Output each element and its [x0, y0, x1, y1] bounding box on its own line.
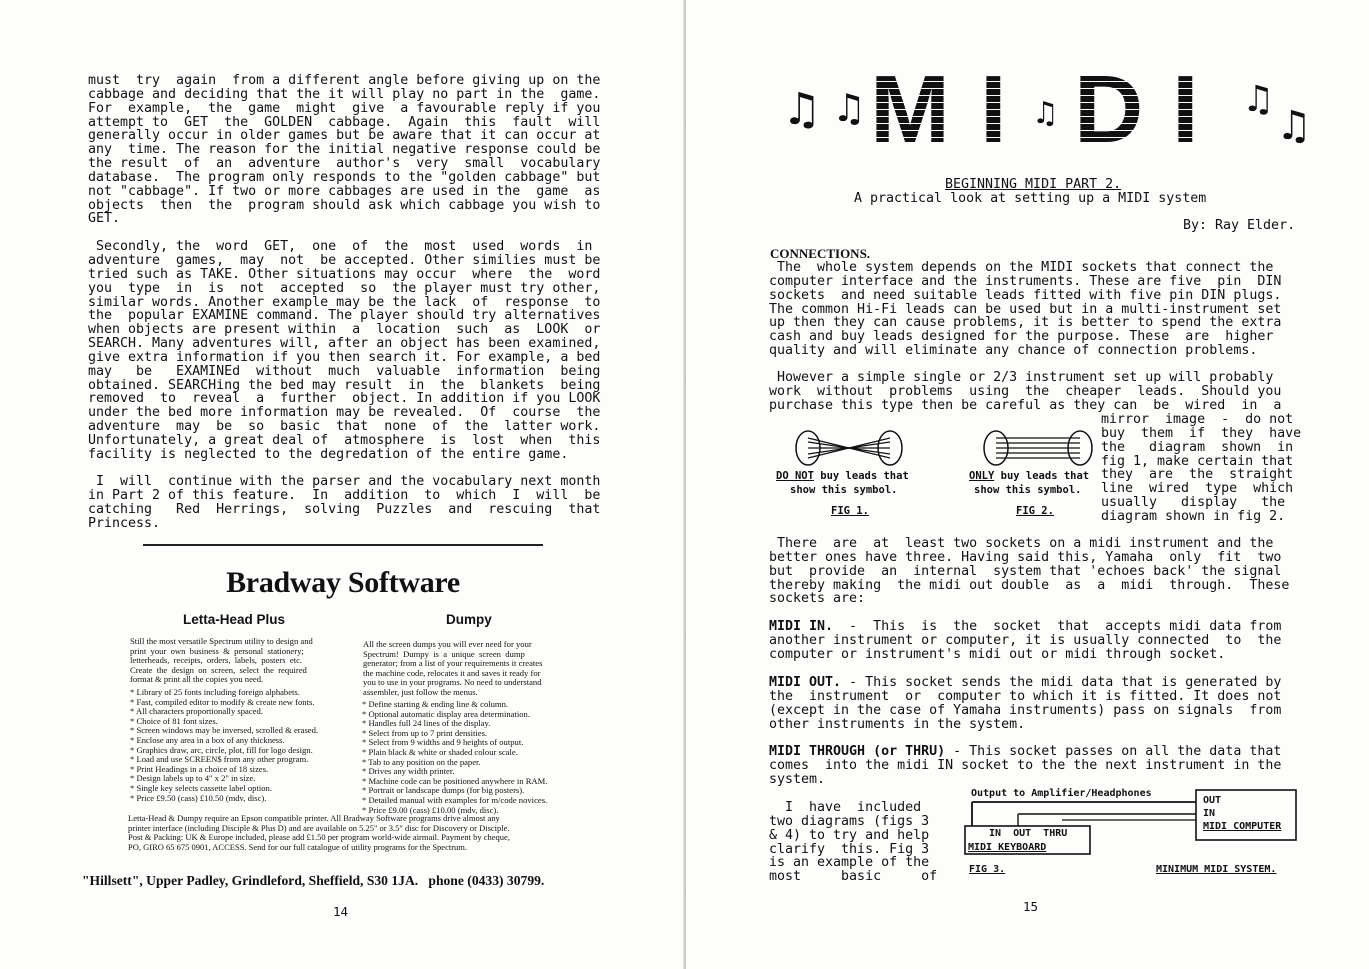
text-line: The whole system depends on the MIDI sockets that connect the	[769, 260, 1274, 275]
connections-heading: CONNECTIONS.	[770, 246, 871, 261]
fig2-straight-lead-diagram	[982, 428, 1094, 468]
fig3-computer-in: IN	[1203, 808, 1216, 819]
ad-text-line: Still the most versatile Spectrum utility to design and	[130, 636, 313, 646]
text-line: catching Red Herrings, solving Puzzles and rescuing that	[88, 502, 601, 518]
text-line: must try again from a different angle before giving up on the	[88, 73, 601, 88]
ad-bullet: * Portrait or landscape dumps (for big posters).	[362, 785, 525, 796]
text-line: There are at least two sockets on a midi instrument and the	[769, 536, 1274, 551]
text-line: obtained. SEARCHing the bed may result in the blankets being	[88, 377, 601, 393]
ad-bullet: * Design labels up to 4" x 2" in size.	[130, 773, 256, 784]
text-line: another instrument or computer, it is usually connected to the	[769, 632, 1282, 648]
text-line: facility is neglected to the degredation of the entire game.	[88, 446, 569, 462]
fig3-computer-label: MIDI COMPUTER	[1203, 821, 1282, 832]
midi-in-section	[769, 620, 1281, 662]
ad-text-line: Spectrum! Dumpy is a unique screen dump	[363, 648, 525, 659]
ad-bullet: * Handles full 24 lines of the display.	[362, 718, 491, 729]
text-line: I will continue with the parser and the vocabulary next month	[88, 474, 601, 490]
ad-footer-line: Letta-Head & Dumpy require an Epson compatible printer. All Bradway Software programs drive almost any	[128, 813, 500, 823]
text-line: not "cabbage". If two or more cabbages are used in the game as	[88, 183, 601, 199]
text-line: computer interface and the instruments. These are five pin DIN	[769, 273, 1282, 289]
paragraph-leads	[769, 371, 1281, 413]
fig2-label: FIG 2.	[1016, 505, 1054, 517]
ad-text-line: print your own business & personal stationery;	[130, 645, 304, 656]
article-tagline: A practical look at setting up a MIDI system	[854, 191, 1207, 206]
ad-bullet: * Fast, compiled editor to modify & create new fonts.	[130, 696, 315, 707]
text-line: However a simple single or 2/3 instrument set up will probably	[769, 370, 1274, 385]
text-line: sockets are:	[769, 591, 866, 607]
text-line: better ones have three. Having said this, Yamaha only fit two	[769, 549, 1282, 565]
midi-out-section	[769, 676, 1281, 731]
fig3-system-label: MINIMUM MIDI SYSTEM.	[1156, 864, 1277, 875]
text-line: generally occur in older games but be aware that it can occur at	[88, 128, 601, 144]
ad-col2-title: Dumpy	[446, 612, 492, 627]
ad-bullet: * Drives any width printer.	[362, 766, 455, 777]
ad-bullet: * Optional automatic display area determination.	[362, 708, 531, 719]
text-line: The common Hi-Fi leads can be used but in a multi-instrument set	[769, 301, 1282, 317]
ad-col1-bullets	[130, 688, 318, 803]
text-line: mirror image - do not	[1101, 412, 1294, 427]
ad-bullet: * Enclose any area in a box of any thickness.	[130, 734, 285, 745]
ad-col2-intro	[363, 640, 542, 698]
midi-out-label: MIDI OUT.	[769, 675, 842, 690]
text-line: cash and buy leads designed for the purpose. These are higher	[769, 329, 1274, 345]
ad-bullet: * Price £9.00 (cass) £10.00 (mdv, disc).	[362, 804, 499, 815]
ad-bullet: * Tab to any position on the paper.	[362, 756, 481, 767]
ad-text-line: format & print all the copies you need.	[130, 674, 264, 685]
fig1-caption	[776, 469, 909, 483]
text-line: comes into the midi IN socket to the the next instrument in the	[769, 757, 1282, 773]
text-line: I have included	[769, 800, 922, 815]
text-line: line wired type which	[1101, 481, 1294, 497]
ad-col1-title: Letta-Head Plus	[183, 612, 286, 627]
text-line: most basic of	[769, 869, 938, 885]
paragraph-connections	[769, 261, 1281, 358]
text-line: two diagrams (figs 3	[769, 813, 930, 829]
ad-col2-bullets	[362, 700, 547, 815]
masthead-letter-m: M	[870, 56, 950, 163]
fig3-keyboard-label: MIDI KEYBOARD	[968, 842, 1047, 853]
fig2-caption-line2: show this symbol.	[974, 484, 1082, 496]
ad-bullet: * Plain black & white or shaded colour scale.	[362, 746, 518, 757]
masthead-letter-i2: I	[1172, 56, 1199, 163]
text-line: they are the straight	[1101, 467, 1294, 483]
text-line: adventure games, may not be accepted. Other similies must be	[88, 252, 601, 268]
text-line: thereby making the midi out double as a midi through. These	[769, 577, 1290, 593]
midi-in-label: MIDI IN.	[769, 619, 834, 634]
midi-in-text: - This is the socket that accepts midi data from	[833, 619, 1282, 634]
text-line: (except in the case of Yamaha instruments) pass on signals from	[769, 702, 1282, 718]
text-line: cabbage and deciding that the it will play no part in the game.	[88, 86, 601, 102]
text-line: give extra information if you then search it. For example, a bed	[88, 349, 601, 365]
ad-text-line: you to use in your programs. No need to understand	[363, 677, 542, 688]
ad-bullet: * Define starting & ending line & column.	[362, 699, 509, 709]
ad-address: "Hillsett", Upper Padley, Grindleford, Sheffield, S30 1JA. phone (0433) 30799.	[82, 873, 545, 888]
text-line: in Part 2 of this feature. In addition to which I will be	[88, 488, 601, 504]
text-line: the instrument or computer to which it is fitted. It does not	[769, 688, 1282, 704]
fig1-caption-line1: buy leads that	[820, 470, 909, 482]
text-line: when objects are present within a location such as LOOK or	[88, 322, 601, 338]
ad-text-line: letterheads, receipts, orders, labels, posters etc.	[130, 655, 303, 666]
text-line: computer or instrument's midi out or midi through socket.	[769, 646, 1226, 662]
text-line: under the bed more information may be revealed. Of course the	[88, 405, 601, 421]
text-line: Unfortunately, a great deal of atmosphere is lost when this	[88, 432, 601, 448]
text-line: up then they can cause problems, it is better to spend the extra	[769, 315, 1282, 331]
ad-footer-line: Post & Packing: UK & Europe included, please add £1.50 per program world-wide airmail. Payment by cheque,	[128, 832, 510, 843]
text-line: diagram shown in fig 2.	[1101, 508, 1286, 524]
text-line: & 4) to try and help	[769, 827, 930, 843]
midi-thru-label: MIDI THROUGH (or THRU)	[769, 744, 946, 759]
text-line: clarify this. Fig 3	[769, 841, 930, 857]
music-note-icon: ♫	[1276, 103, 1312, 149]
paragraph-diagrams	[769, 801, 937, 884]
text-line: fig 1, make certain that	[1101, 453, 1294, 469]
text-line: any time. The reason for the initial negative response could be	[88, 142, 601, 158]
ad-bullet: * All characters proportionally spaced.	[130, 706, 263, 717]
fig3-computer-out: OUT	[1203, 795, 1222, 806]
text-line: SEARCH. Many adventures will, after an object has been examined,	[88, 336, 601, 352]
text-line: system.	[769, 771, 826, 787]
fig1-caption-line2: show this symbol.	[790, 484, 898, 496]
ad-bullet: * Select from 9 widths and 9 heights of output.	[362, 737, 524, 748]
right-page	[686, 0, 1369, 969]
fig2-caption-line1: buy leads that	[1000, 470, 1090, 482]
ad-divider	[143, 544, 543, 546]
ad-text-line: the machine code, relocates it and saves it ready for	[363, 667, 541, 678]
text-line: but provide an internal system that 'echoes back' the signal	[769, 563, 1282, 579]
music-note-icon: ♫	[1242, 79, 1275, 120]
text-line: Secondly, the word GET, one of the most used words in	[88, 239, 593, 255]
text-line: objects then the program should ask which cabbage you wish to	[88, 197, 601, 213]
ad-title: Bradway Software	[226, 566, 460, 599]
fig1-caption-prefix: DO NOT	[776, 470, 814, 482]
text-line: purchase this type then be careful as they can be wired in a	[769, 397, 1282, 413]
page-number-left: 14	[333, 904, 349, 919]
text-line: buy them if they have	[1101, 425, 1302, 441]
ad-bullet: * Price £9.50 (cass) £10.50 (mdv, disc).	[130, 792, 267, 803]
text-line: you type in is not accepted so the player must try other,	[88, 280, 601, 296]
text-line	[88, 226, 600, 240]
fig3-label: FIG 3.	[969, 864, 1006, 875]
ad-footer-line: printer interface (including Disciple & Plus D) and are available on 5.25" or 3.5" disc for Discovery or Disciple.	[128, 822, 510, 833]
fig1-crossed-lead-diagram	[794, 428, 904, 468]
fig3-output-label: Output to Amplifier/Headphones	[971, 788, 1152, 799]
text-line: other instruments in the system.	[769, 716, 1026, 732]
ad-text-line: generator; from a list of your requirements it creates	[363, 658, 543, 669]
text-line: work without problems using the cheaper leads. Should you	[769, 383, 1282, 399]
text-line: database. The program only responds to the "golden cabbage" but	[88, 169, 601, 185]
text-line: Princess.	[88, 516, 161, 531]
text-line: the popular EXAMINE command. The player should try alternatives	[88, 308, 601, 324]
text-line: adventure may be so basic that none of the latter work.	[88, 419, 601, 435]
masthead-letter-i: I	[980, 56, 1007, 163]
ad-footer	[128, 814, 510, 852]
fig2-caption	[969, 469, 1089, 483]
midi-thru-text: - This socket passes on all the data that	[945, 744, 1282, 759]
ad-footer-line: PO, GIRO 65 675 0901, ACCESS. Send for our full catalogue of utility programs for the Spectrum.	[128, 841, 468, 852]
fig1-label: FIG 1.	[831, 505, 869, 517]
text-line: tried such as TAKE. Other situations may occur where the word	[88, 266, 601, 282]
text-line	[88, 462, 600, 476]
text-line: similar words. Another example may be the lack of response to	[88, 294, 601, 310]
ad-bullet: * Detailed manual with examples for m/code novices.	[362, 794, 548, 805]
text-line: GET.	[88, 211, 121, 227]
paragraph-leads-side	[1101, 413, 1301, 524]
text-line: the result of an adventure author's very small vocabulary	[88, 156, 601, 172]
ad-bullet: * Machine code can be positioned anywhere in RAM.	[362, 775, 548, 786]
text-line: the diagram shown in	[1101, 439, 1294, 455]
ad-bullet: * Select from up to 7 print densities.	[362, 727, 488, 738]
byline: By: Ray Elder.	[1183, 218, 1296, 233]
midi-out-text: - This socket sends the midi data that is generated by	[841, 675, 1282, 690]
text-line: may be EXAMINEd without much valuable information being	[88, 363, 601, 379]
ad-bullet: * Library of 25 fonts including foreign alphabets.	[130, 687, 300, 697]
ad-bullet: * Choice of 81 font sizes.	[130, 715, 218, 726]
page-number-right: 15	[1023, 899, 1039, 914]
fig2-caption-prefix: ONLY	[969, 470, 995, 482]
ad-text-line: All the screen dumps you will ever need for your	[363, 639, 532, 649]
text-line: attempt to GET the GOLDEN cabbage. Again this fault will	[88, 114, 601, 130]
ad-bullet: * Print Headings in a choice of 18 sizes.	[130, 763, 269, 774]
text-line: is an example of the	[769, 855, 930, 871]
text-line: sockets and need suitable leads fitted with five pin DIN plugs.	[769, 287, 1282, 303]
ad-text-line: assembler, just follow the menus.	[363, 686, 478, 697]
paragraph-sockets	[769, 537, 1289, 606]
article-subtitle: BEGINNING MIDI PART 2.	[945, 177, 1122, 192]
article-text-left	[88, 74, 600, 531]
music-note-icon: ♫	[782, 84, 822, 135]
ad-bullet: * Graphics draw, arc, circle, plot, fill for logo design.	[130, 744, 313, 755]
ad-bullet: * Load and use SCREEN$ from any other program.	[130, 754, 309, 765]
ad-text-line: Create the design on screen, select the required	[130, 664, 307, 675]
music-note-icon: ♫	[1032, 96, 1059, 131]
ad-bullet: * Screen windows may be inversed, scrolled & erased.	[130, 725, 319, 736]
text-line: quality and will eliminate any chance of connection problems.	[769, 343, 1258, 359]
text-line: usually display the	[1101, 495, 1286, 511]
text-line: For example, the game might give a favourable reply if you	[88, 100, 601, 116]
midi-thru-section	[769, 745, 1281, 787]
masthead-letter-d: D	[1074, 56, 1144, 163]
text-line: removed to reveal a further object. In addition if you LOOK	[88, 391, 601, 407]
music-note-icon: ♫	[832, 86, 867, 130]
ad-bullet: * Single key selects cassette label option.	[130, 782, 272, 793]
ad-col1-intro	[130, 637, 313, 685]
fig3-keyboard-ports: IN OUT THRU	[989, 828, 1068, 839]
